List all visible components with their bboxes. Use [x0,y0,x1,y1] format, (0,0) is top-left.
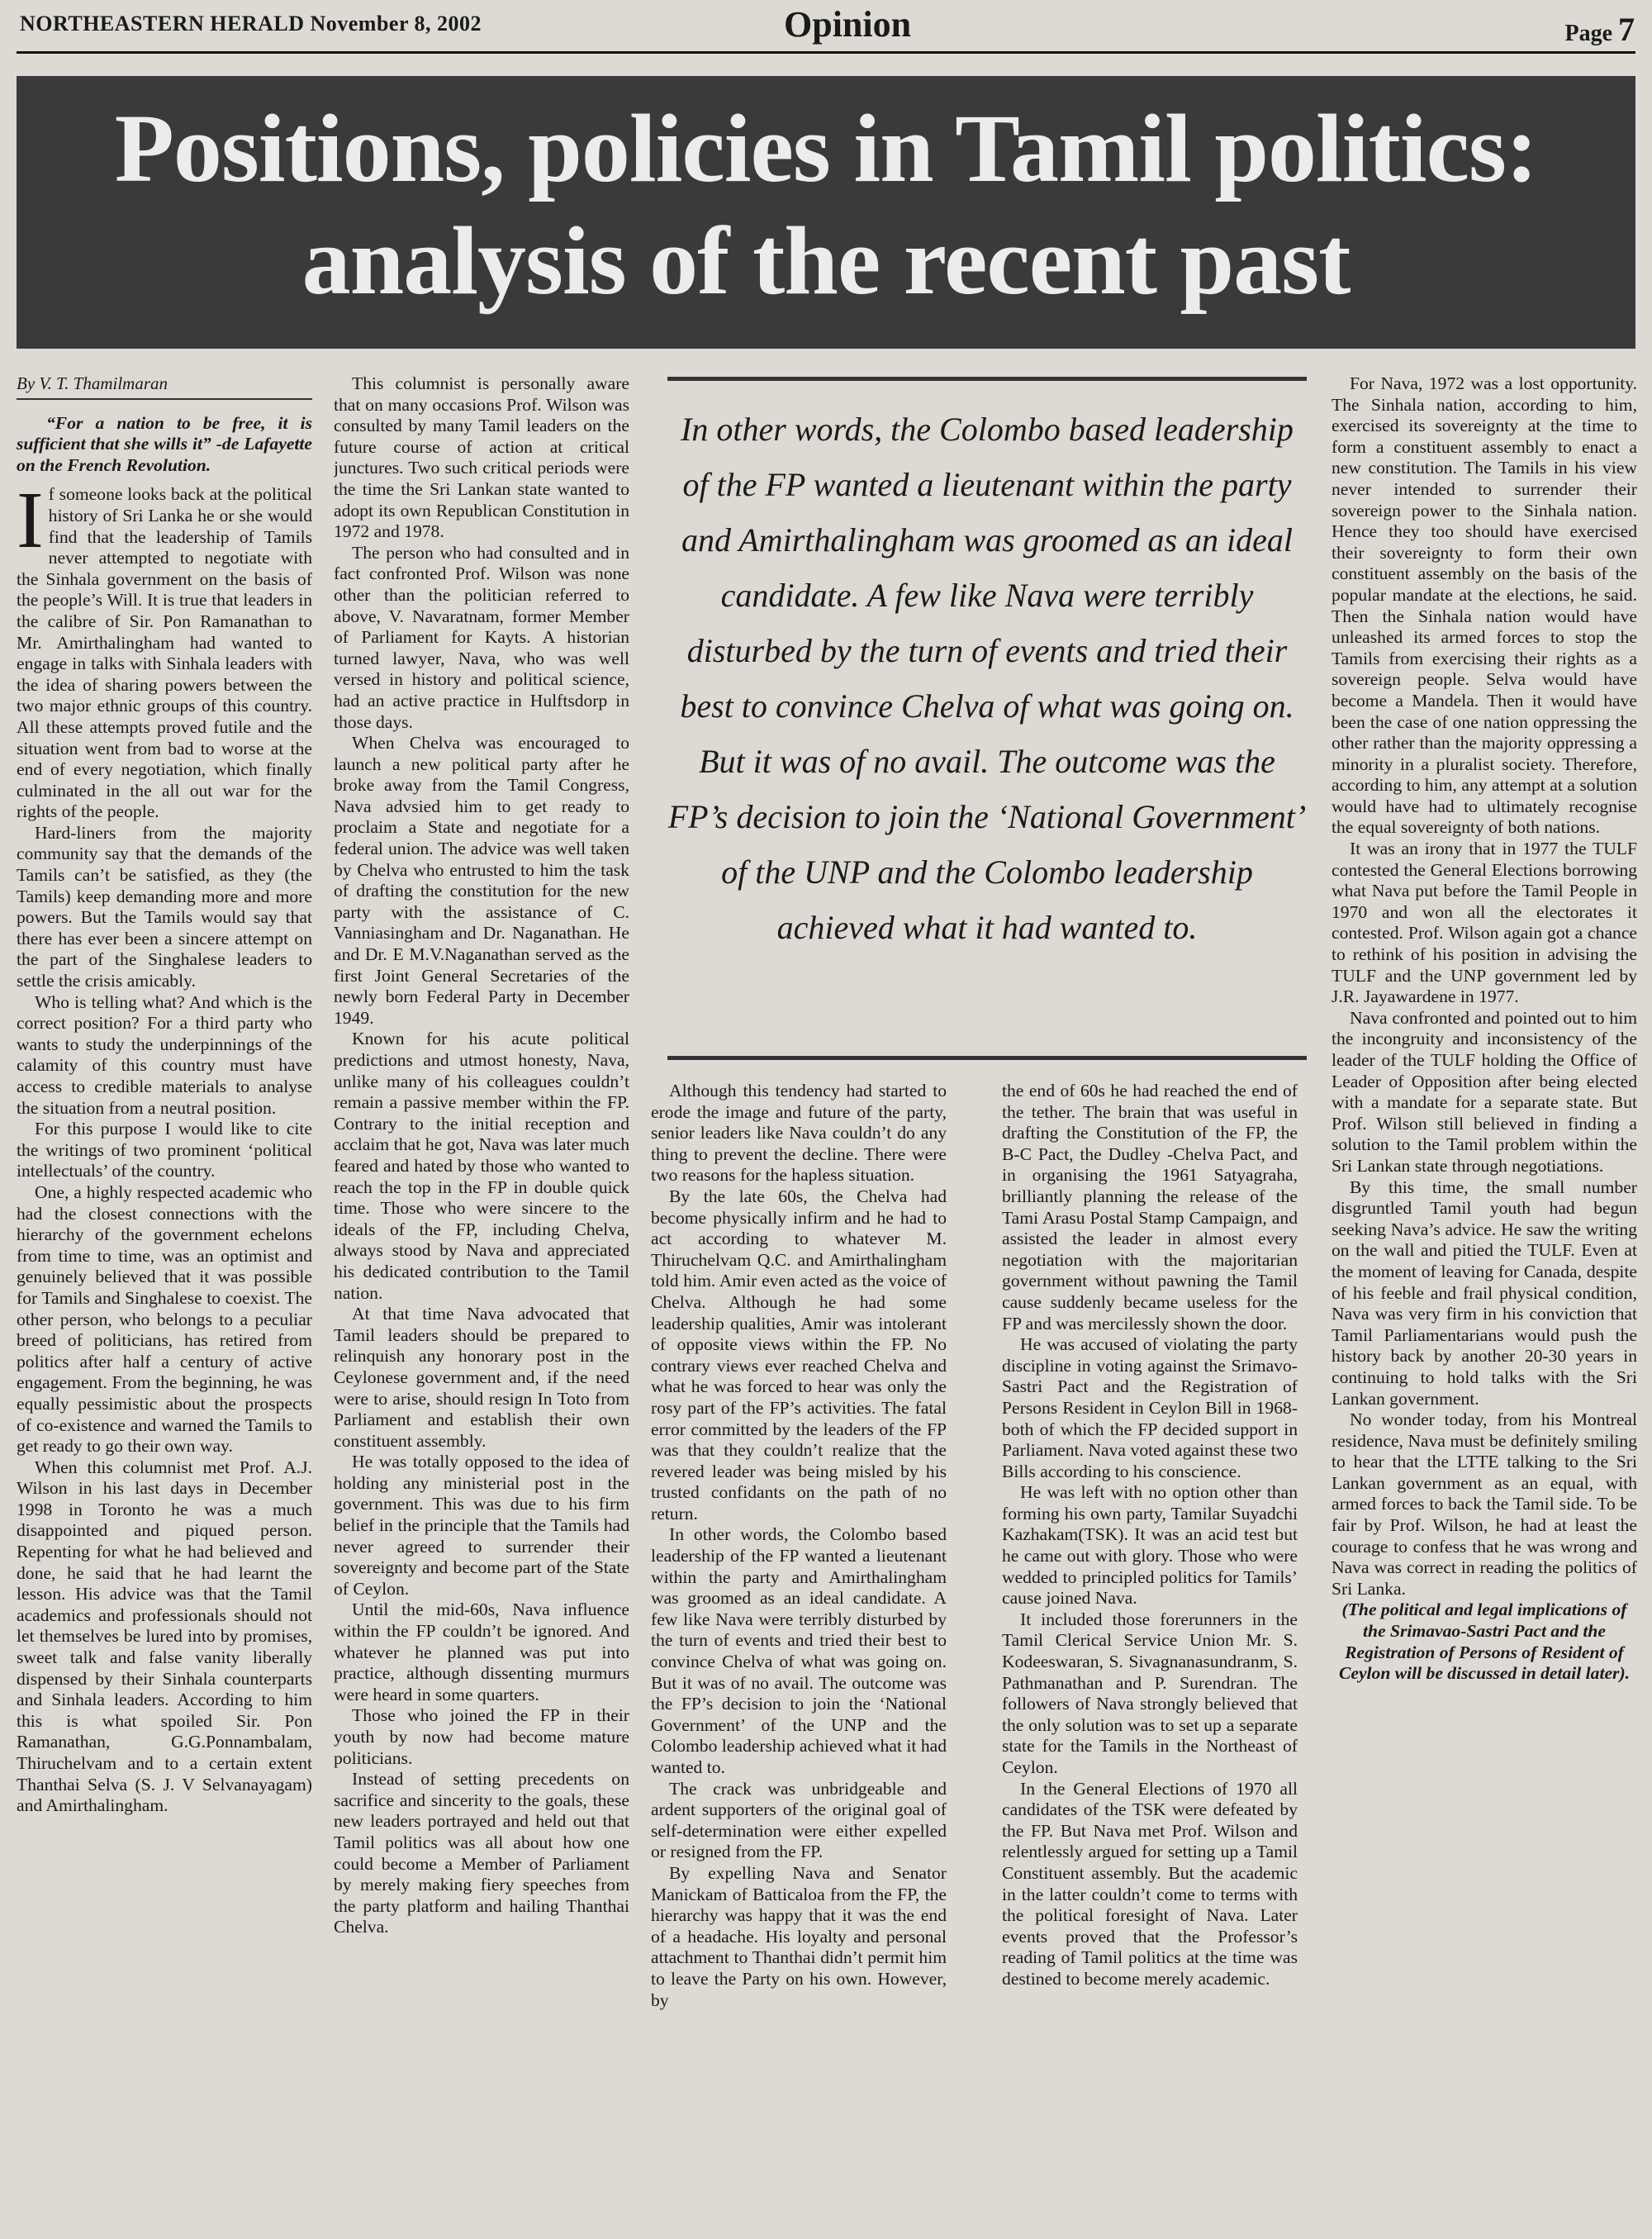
paragraph-text: f someone looks back at the political history of Sri Lanka he or she would find that the leadership of Tamils never attempted to negotiate with the Sinhala government on the basis of the people’s Will. It is true that leaders in the calibre of Sir. Pon Ramanathan to Mr. Amirthalingham had wanted to engage in talks with Sinhala leaders with the idea of sharing powers between the two major ethnic groups of this country. All these attempts proved futile and the situation went from bad to worse at the end of every negotiation, which finally culminated in the all out war for the rights of the people. [17,484,312,822]
article-column-4 [1002,1081,1298,2224]
headline-line-2: analysis of the recent past [301,207,1351,315]
paragraph: He was totally opposed to the idea of holding any ministerial post in the government. This was due to his firm belief in the principle that the Tamils had never agreed to surrender their sovereignty and become part of the State of Ceylon. [334,1452,629,1599]
article-column-3 [651,1081,947,2224]
headline [17,93,1635,317]
article-column-2 [334,373,629,2224]
paragraph: Who is telling what? And which is the correct position? For a third party who wants to study the underpinnings of the calamity of this country must have access to credible materials to analyse the situation from a neutral position. [17,991,312,1118]
paragraph: In the General Elections of 1970 all candidates of the TSK were defeated by the FP. But Nava met Prof. Wilson and relentlessly argued for setting up a Tamil Constituent assembly. But the academic in the latter couldn’t come to terms with the political foresight of Nava. Later events proved that the Professor’s reading of Tamil politics at the time was destined to become merely academic. [1002,1778,1298,1989]
closing-note: (The political and legal implications of the Srimavao-Sastri Pact and the Registration of Persons of Resident of Ceylon will be discussed in detail later). [1338,1600,1631,1684]
paragraph: When Chelva was encouraged to launch a new political party after he broke away from the Tamil Congress, Nava advsied him to get ready to proclaim a State and negotiate for a federal union. The advice was well taken by Chelva who entrusted to him the task of drafting the constitution for the new party with the assistance of C. Vanniasingham and Dr. Naganathan. He and Dr. E M.V.Naganathan served as the first Joint General Secretaries of the newly born Federal Party in December 1949. [334,733,629,1028]
section-name: Opinion [784,4,912,45]
paragraph: The crack was unbridgeable and ardent supporters of the original goal of self-determination were either expelled or resigned from the FP. [651,1778,947,1862]
paragraph: It included those forerunners in the Tamil Clerical Service Union Mr. S. Kodeeswaran, S. Sivagnanasundranm, S. Pathmanathan and P. Surendran. The followers of Nava strongly believed that the only solution was to set up a separate state for the Tamils in the Northeast of Ceylon. [1002,1609,1298,1777]
headline-box [17,76,1635,349]
paragraph: When this columnist met Prof. A.J. Wilson in his last days in December 1998 in Toronto he was a much disappointed and piqued person. Repenting for what he had believed and done, he said that he had learnt the lesson. His advice was that the Tamil academics and professionals should not let themselves be lured into by promises, sweet talk and false vanity liberally dispensed by their Sinhala counterparts and Sinhala leaders. According to him this is what spoiled Sir. Pon Ramanathan, G.G.Ponnambalam, Thiruchelvam and to a certain extent Thanthai Selva (S. J. V Selvanayagam) and Amirthalingham. [17,1457,312,1816]
paragraph: He was left with no option other than forming his own party, Tamilar Suyadchi Kazhakam(TSK). It was an acid test but he came out with glory. Those who were wedded to principled politics for Tamils’ cause joined Nava. [1002,1482,1298,1609]
paragraph: Instead of setting precedents on sacrifice and sincerity to the goals, these new leaders portrayed and held out that Tamil politics was all about how one could become a Member of Parliament by merely making fiery speeches from the party platform and hailing Thanthai Chelva. [334,1769,629,1937]
issue-date: November 8, 2002 [310,12,482,36]
article-column-5 [1332,373,1637,2224]
paragraph: He was accused of violating the party discipline in voting against the Srimavo-Sastri Pact and the Registration of Persons Resident in Ceylon Bill in 1968- both of which the FP decided support in Parliament. Nava voted against these two Bills according to his conscience. [1002,1334,1298,1481]
paragraph: No wonder today, from his Montreal residence, Nava must be definitely smiling to hear that the LTTE talking to the Sri Lankan government as an equal, with armed forces to back the Tamil side. To be fair by Prof. Wilson, he had at least the courage to confess that he was wrong and Nava was correct in reading the politics of Sri Lanka. [1332,1409,1637,1599]
paragraph: Nava confronted and pointed out to him the incongruity and inconsistency of the leader of the TULF holding the Office of Leader of Opposition after being elected with a mandate for a separate state. But Prof. Wilson still believed in finding a solution to the Tamil problem within the Sri Lankan state through negotiations. [1332,1007,1637,1176]
page-number [1564,10,1635,49]
drop-cap: I [17,476,44,566]
paper-name [20,12,482,36]
paragraph: Known for his acute political predictions and utmost honesty, Nava, unlike many of his colleagues couldn’t remain a passive member within the FP. Contrary to the initial reception and acclaim that he got, Nava was later much feared and hated by those who wanted to reach the top in the FP in double quick time. Those who were sincere to the ideals of the FP, including Chelva, always stood by Nava and appreciated his dedicated contribution to the Tamil nation. [334,1029,629,1303]
masthead [20,4,1635,48]
paragraph: For Nava, 1972 was a lost opportunity. The Sinhala nation, according to him, exercised its sovereignty at the time to form a constituent assembly to enact a new constitution. The Tamils in his view never intended to surrender their sovereign power to the Sinhala nation. Hence they too should have exercised their sovereignty to form their own constituent assembly on the basis of the popular mandate at the elections, he said. Then the Sinhala nation would have unleashed its armed forces to stop the Tamils from exercising their rights as a sovereign people. Selva would have become a Mandela. Then it would have been the case of one nation oppressing the other rather than the majority oppressing a minority in a pluralist society. Therefore, according to him, any attempt at a solution would have had to ultimately recognise the equal sovereignty of both nations. [1332,373,1637,838]
article-column-1 [17,373,312,2224]
pull-quote-top-rule [667,377,1307,381]
pull-quote-text: In other words, the Colombo based leadership of the FP wanted a lieutenant within the party and Amirthalingham was groomed as an ideal candidate. A few like Nava were terribly disturbed by the turn of events and tried their best to convince Chelva of what was going on. But it was of no avail. The outcome was the FP’s decision to join the ‘National Government’ of the UNP and the Colombo leadership achieved what it had wanted to. [667,411,1307,946]
paragraph: the end of 60s he had reached the end of the tether. The brain that was useful in drafting the Constitution of the FP, the B-C Pact, the Dudley -Chelva Pact, and in organising the 1961 Satyagraha, brilliantly planning the release of the Tami Arasu Postal Stamp Campaign, and assisted the leader in almost every negotiation with the majoritarian government without pawning the Tamil cause suddenly became useless for the FP and was mercilessly shown the door. [1002,1081,1298,1333]
paragraph: At that time Nava advocated that Tamil leaders should be prepared to relinquish any honorary post in the Ceylonese government and, if the need were to arise, should resign In Toto from Parliament and establish their own constituent assembly. [334,1304,629,1451]
paragraph: It was an irony that in 1977 the TULF contested the General Elections borrowing what Nava put before the Tamil People in 1970 and won all the electorates it contested. Prof. Wilson again got a chance to rethink of his position in advising the TULF and the UNP government led by J.R. Jayawardene in 1977. [1332,839,1637,1007]
pull-quote [667,377,1307,1062]
paragraph: One, a highly respected academic who had the closest connections with the hierarchy of the government echelons from time to time, was an optimist and genuinely believed that it was possible for Tamils and Singhalese to coexist. The other person, who belongs to a peculiar breed of politicians, has retired from politics after half a century of active engagement. From the beginning, he was equally pessimistic about the prospects of co-existence and warned the Tamils to get ready to go their own way. [17,1181,312,1457]
byline: By V. T. Thamilmaran [17,373,312,400]
paragraph: Hard-liners from the majority community say that the demands of the Tamils can’t be satisfied, as they (the Tamils) keep demanding more and more powers. But the Tamils would say that there has ever been a sincere attempt on the part of the Singhalese leaders to settle the crisis amicably. [17,822,312,991]
paragraph: This columnist is personally aware that on many occasions Prof. Wilson was consulted by many Tamil leaders on the future course of action at critical junctures. Two such critical periods were the time the Sri Lankan state wanted to adopt its own Republican Constitution in 1972 and 1978. [334,373,629,542]
paragraph: Those who joined the FP in their youth by now had become mature politicians. [334,1705,629,1768]
paragraph: Until the mid-60s, Nava influence within the FP couldn’t be ignored. And whatever he planned was put into practice, although dissenting murmurs were heard in some quarters. [334,1600,629,1704]
epigraph: “For a nation to be free, it is sufficient that she wills it” -de Lafayette on the French Revolution. [17,412,312,475]
pull-quote-bottom-rule [667,1056,1307,1060]
paper-title: NORTHEASTERN HERALD [20,12,305,36]
page-label: Page [1564,21,1612,46]
paragraph: By this time, the small number disgruntled Tamil youth had begun seeking Nava’s advice. He saw the writing on the wall and pitied the TULF. Even at the moment of leaving for Canada, despite of his feeble and frail physical condition, Nava was very firm in his conviction that Tamil Parliamentarians would push the history back by another 20-30 years in continuing to hold talks with the Sri Lankan government. [1332,1177,1637,1409]
paragraph [17,476,312,823]
headline-line-1: Positions, policies in Tamil politics: [114,94,1538,202]
page-number-value: 7 [1618,11,1635,48]
paragraph: Although this tendency had started to erode the image and future of the party, senior leaders like Nava couldn’t do any thing to prevent the decline. There were two reasons for the hapless situation. [651,1081,947,1186]
paragraph: By the late 60s, the Chelva had become physically infirm and he had to act according to whatever M. Thiruchelvam Q.C. and Amirthalingham told him. Amir even acted as the voice of Chelva. Although he had some leadership qualities, Amir was intolerant of opposite views within the FP. No contrary views ever reached Chelva and what he was forced to hear was only the rosy part of the FP’s activities. The fatal error committed by the leaders of the FP was that they couldn’t realize that the revered leader was being misled by his trusted confidants on the path of no return. [651,1186,947,1524]
paragraph: By expelling Nava and Senator Manickam of Batticaloa from the FP, the hierarchy was happy that it was the end of a headache. His loyalty and personal attachment to Thanthai didn’t permit him to leave the Party on his own. However, by [651,1862,947,2010]
header-rule [17,51,1635,54]
paragraph: The person who had consulted and in fact confronted Prof. Wilson was none other than the politician referred to above, V. Navaratnam, former Member of Parliament for Kayts. A historian turned lawyer, Nava, who was well versed in history and political science, had an active practice in Hulftsdorp in those days. [334,542,629,732]
paragraph: In other words, the Colombo based leadership of the FP wanted a lieutenant within the party and Amirthalingham was groomed as an ideal candidate. A few like Nava were terribly disturbed by the turn of events and tried their best to convince Chelva of what was going on. But it was of no avail. The outcome was the FP’s decision to join the ‘National Government’ of the UNP and the Colombo leadership achieved what it had wanted to. [651,1524,947,1777]
paragraph: For this purpose I would like to cite the writings of two prominent ‘political intellectuals’ of the country. [17,1119,312,1181]
